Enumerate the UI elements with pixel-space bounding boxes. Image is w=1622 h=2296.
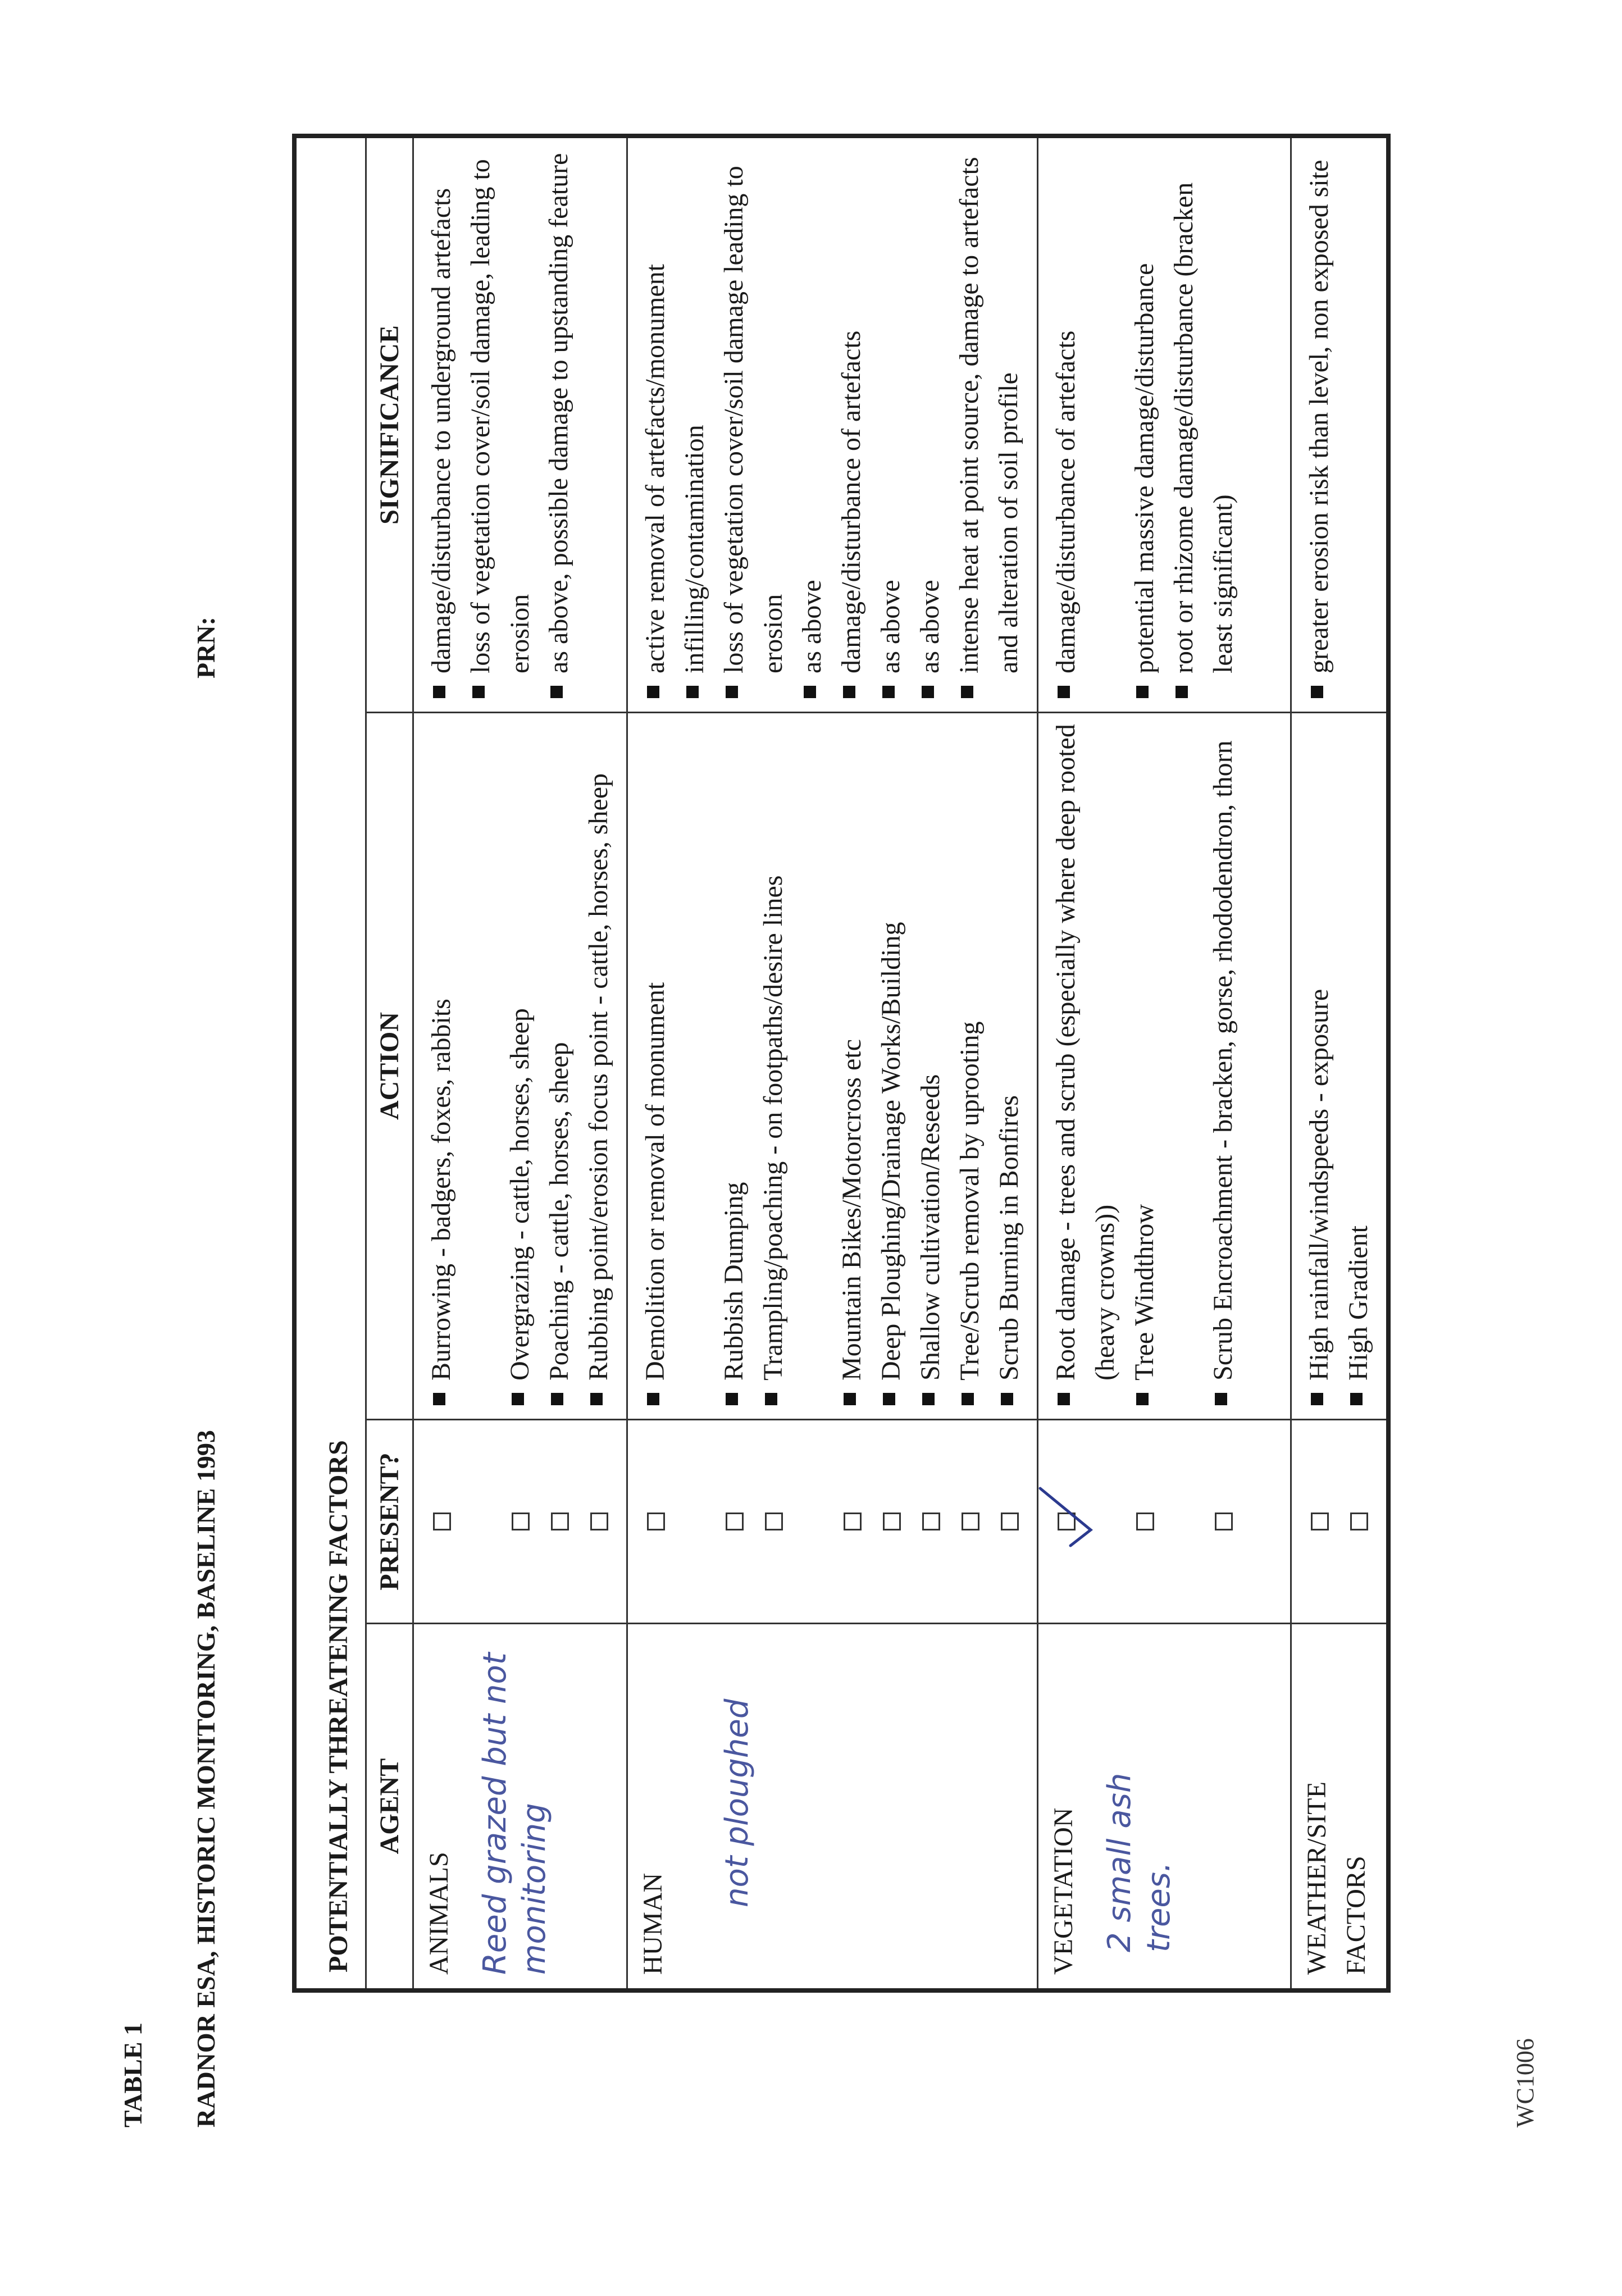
significance-item <box>950 148 1028 701</box>
significance-text: as above <box>876 580 906 673</box>
bullet-icon <box>686 686 699 698</box>
significance-text: root or rhizome damage/disturbance (bracken least significant) <box>1169 182 1238 673</box>
present-checkbox-row <box>1206 1420 1245 1623</box>
threatening-factors-table <box>292 134 1391 1993</box>
present-checkbox[interactable] <box>765 1513 783 1530</box>
action-text: Scrub Encroachment - bracken, gorse, rhododendron, thorn <box>1208 740 1238 1381</box>
present-checkbox-row <box>992 1420 1031 1623</box>
significance-text: greater erosion risk than level, non exposed site <box>1304 160 1334 673</box>
present-checkbox[interactable] <box>551 1513 569 1530</box>
bullet-icon <box>922 1393 935 1405</box>
present-checkbox-ticked[interactable] <box>1058 1513 1076 1530</box>
present-checkbox[interactable] <box>883 1513 901 1530</box>
significance-item <box>539 148 578 701</box>
prn-label: PRN: <box>192 617 220 678</box>
significance-text: as above, possible damage to upstanding feature <box>544 153 574 673</box>
tick-mark-icon <box>1037 1484 1099 1551</box>
significance-item <box>910 148 950 701</box>
bullet-icon <box>804 686 816 698</box>
bullet-icon <box>647 1393 659 1405</box>
bullet-icon <box>551 1393 563 1405</box>
present-checkbox[interactable] <box>1136 1513 1154 1530</box>
present-cell <box>1038 1420 1291 1624</box>
significance-item <box>1164 148 1242 701</box>
spacer <box>463 1420 503 1623</box>
action-text: Overgrazing - cattle, horses, sheep <box>505 1008 535 1381</box>
significance-item <box>832 148 871 701</box>
agent-name: WEATHER/SITE FACTORS <box>1302 1782 1371 1975</box>
spacer <box>461 723 500 1409</box>
bullet-icon <box>433 686 445 698</box>
header-action: ACTION <box>366 713 413 1420</box>
bullet-icon <box>961 686 973 698</box>
present-checkbox[interactable] <box>647 1513 665 1530</box>
present-checkbox-row <box>1341 1420 1380 1623</box>
bullet-icon <box>1136 686 1149 698</box>
bullet-icon <box>1058 1393 1070 1405</box>
significance-text: potential massive damage/disturbance <box>1129 263 1160 673</box>
bullet-icon <box>1311 686 1323 698</box>
bullet-icon <box>1215 1393 1227 1405</box>
present-checkbox[interactable] <box>726 1513 744 1530</box>
action-item <box>950 723 990 1409</box>
significance-text: damage/disturbance to underground artefacts <box>426 188 457 673</box>
bullet-icon <box>962 1393 974 1405</box>
significance-item <box>792 148 832 701</box>
handwritten-note: 2 small ash trees. <box>1101 1773 1177 1952</box>
present-checkbox-row <box>874 1420 913 1623</box>
bullet-icon <box>1176 686 1188 698</box>
agent-name: ANIMALS <box>424 1852 454 1975</box>
action-text: Burrowing - badgers, foxes, rabbits <box>426 999 457 1381</box>
action-text: Deep Ploughing/Drainage Works/Building <box>876 922 906 1381</box>
bullet-icon <box>922 686 934 698</box>
present-checkbox[interactable] <box>962 1513 979 1530</box>
significance-item <box>422 148 461 701</box>
present-checkbox-row <box>835 1420 874 1623</box>
agent-cell <box>627 1624 1038 1991</box>
present-checkbox[interactable] <box>433 1513 451 1530</box>
present-checkbox-row <box>756 1420 795 1623</box>
action-item <box>911 723 950 1409</box>
present-checkbox[interactable] <box>1350 1513 1368 1530</box>
bullet-icon <box>1136 1393 1149 1405</box>
action-text: Rubbish Dumping <box>719 1182 749 1381</box>
action-item <box>1125 723 1164 1409</box>
action-text: High Gradient <box>1343 1226 1374 1381</box>
significance-cell <box>1291 136 1389 713</box>
action-text: Poaching - cattle, horses, sheep <box>544 1042 575 1381</box>
document-title: RADNOR ESA, HISTORIC MONITORING, BASELINE 1993 <box>192 1430 220 2128</box>
bullet-icon <box>512 1393 524 1405</box>
table-title: POTENTIALLY THREATENING FACTORS <box>294 136 366 1990</box>
bullet-icon <box>472 686 485 698</box>
action-item <box>872 723 911 1409</box>
significance-text: active removal of artefacts/monument <box>640 263 671 673</box>
action-item <box>422 723 461 1409</box>
present-checkbox-row <box>1302 1420 1341 1623</box>
bullet-icon <box>433 1393 445 1405</box>
spacer <box>1086 148 1125 701</box>
group-row-weather-site <box>1291 136 1389 1990</box>
bullet-icon <box>882 686 895 698</box>
significance-text: loss of vegetation cover/soil damage, leading to erosion <box>466 159 535 673</box>
bullet-icon <box>844 1393 856 1405</box>
present-checkbox-row <box>424 1420 463 1623</box>
significance-item <box>636 148 675 701</box>
present-checkbox[interactable] <box>844 1513 862 1530</box>
significance-text: infilling/contamination <box>680 425 710 673</box>
action-item <box>500 723 540 1409</box>
present-checkbox[interactable] <box>1001 1513 1019 1530</box>
spacer <box>795 1420 835 1623</box>
header-significance: SIGNIFICANCE <box>366 136 413 713</box>
significance-item <box>461 148 539 701</box>
action-text: Scrub Burning in Bonfires <box>994 1095 1024 1381</box>
action-text: Trampling/poaching - on footpaths/desire lines <box>758 875 789 1381</box>
action-cell <box>627 713 1038 1420</box>
agent-cell <box>413 1624 627 1991</box>
present-checkbox-row <box>913 1420 953 1623</box>
significance-text: damage/disturbance of artefacts <box>1051 330 1081 673</box>
bullet-icon <box>883 1393 895 1405</box>
bullet-icon <box>1350 1393 1363 1405</box>
action-item <box>1204 723 1282 1409</box>
action-cell <box>413 713 627 1420</box>
present-checkbox-row <box>581 1420 621 1623</box>
bullet-icon <box>765 1393 777 1405</box>
bullet-icon <box>550 686 563 698</box>
bullet-icon <box>1001 1393 1013 1405</box>
action-text: Demolition or removal of monument <box>640 982 671 1381</box>
header-present: PRESENT? <box>366 1420 413 1624</box>
present-checkbox-row <box>717 1420 756 1623</box>
present-checkbox[interactable] <box>512 1513 530 1530</box>
bullet-icon <box>726 686 738 698</box>
present-cell <box>627 1420 1038 1624</box>
significance-text: loss of vegetation cover/soil damage leading to erosion <box>719 166 788 673</box>
significance-item <box>1046 148 1086 701</box>
action-item <box>579 723 618 1409</box>
bullet-icon <box>590 1393 603 1405</box>
group-row-vegetation <box>1038 136 1291 1990</box>
significance-text: intense heat at point source, damage to artefacts and alteration of soil profile <box>954 157 1023 673</box>
significance-text: damage/disturbance of artefacts <box>836 330 867 673</box>
action-text: Rubbing point/erosion focus point - cattle, horses, sheep <box>584 773 614 1381</box>
action-item <box>1300 723 1339 1409</box>
bullet-icon <box>1058 686 1070 698</box>
significance-item <box>871 148 910 701</box>
footer-code: WC1006 <box>1511 2038 1539 2128</box>
table-label: TABLE 1 <box>119 2022 147 2128</box>
present-checkbox-row <box>638 1420 677 1623</box>
present-checkbox[interactable] <box>590 1513 608 1530</box>
agent-cell <box>1291 1624 1389 1991</box>
significance-cell <box>1038 136 1291 713</box>
bullet-icon <box>647 686 659 698</box>
header-row <box>366 136 413 1990</box>
present-checkbox[interactable] <box>922 1513 940 1530</box>
action-cell <box>1291 713 1389 1420</box>
bullet-icon <box>843 686 855 698</box>
spacer <box>1167 1420 1206 1623</box>
bullet-icon <box>726 1393 738 1405</box>
present-checkbox-row <box>1049 1420 1127 1623</box>
spacer <box>1164 723 1204 1409</box>
action-item <box>754 723 793 1409</box>
action-text: Tree Windthrow <box>1129 1204 1160 1381</box>
agent-cell <box>1038 1624 1291 1991</box>
action-item <box>1339 723 1378 1409</box>
present-cell <box>413 1420 627 1624</box>
significance-cell <box>413 136 627 713</box>
spacer <box>675 723 714 1409</box>
action-item <box>990 723 1029 1409</box>
group-row-animals <box>413 136 627 1990</box>
action-item <box>832 723 872 1409</box>
significance-item <box>675 148 714 701</box>
significance-text: as above <box>797 580 827 673</box>
significance-item <box>1125 148 1164 701</box>
handwritten-note: not ploughed <box>718 1698 755 1907</box>
significance-item <box>714 148 792 701</box>
bullet-icon <box>1311 1393 1323 1405</box>
agent-name: HUMAN <box>638 1873 668 1975</box>
action-text: Tree/Scrub removal by uprooting <box>955 1021 985 1381</box>
action-item <box>636 723 675 1409</box>
spacer <box>677 1420 717 1623</box>
action-text: High rainfall/windspeeds - exposure <box>1304 988 1334 1381</box>
present-checkbox-row <box>503 1420 542 1623</box>
present-cell <box>1291 1420 1389 1624</box>
action-cell <box>1038 713 1291 1420</box>
header-agent: AGENT <box>366 1624 413 1991</box>
action-item <box>714 723 754 1409</box>
action-item <box>1046 723 1125 1409</box>
present-checkbox-row <box>1127 1420 1167 1623</box>
action-text: Mountain Bikes/Motorcross etc <box>837 1039 867 1381</box>
agent-name: VEGETATION <box>1049 1807 1079 1975</box>
present-checkbox[interactable] <box>1311 1513 1329 1530</box>
spacer <box>793 723 832 1409</box>
action-text: Root damage - trees and scrub (especially where deep rooted (heavy crowns)) <box>1051 724 1120 1381</box>
present-checkbox[interactable] <box>1215 1513 1233 1530</box>
significance-text: as above <box>915 580 945 673</box>
action-text: Shallow cultivation/Reseeds <box>915 1074 946 1381</box>
present-checkbox-row <box>542 1420 581 1623</box>
group-row-human <box>627 136 1038 1990</box>
handwritten-note: Reed grazed but not monitoring <box>476 1652 553 1975</box>
action-item <box>540 723 579 1409</box>
significance-item <box>1300 148 1339 701</box>
significance-cell <box>627 136 1038 713</box>
present-checkbox-row <box>953 1420 992 1623</box>
